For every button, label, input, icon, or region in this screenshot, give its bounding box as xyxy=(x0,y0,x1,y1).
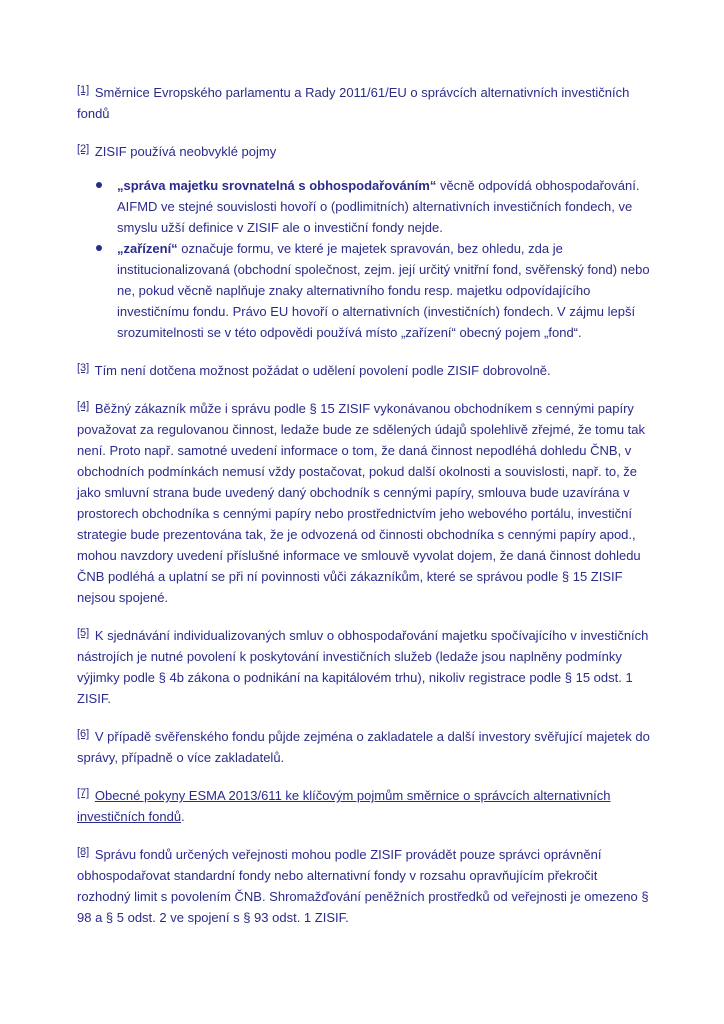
footnote-ref-2[interactable]: [2] xyxy=(77,143,90,155)
terms-list xyxy=(77,175,654,343)
footnote-punctuation: . xyxy=(181,809,185,824)
footnote-ref-5[interactable]: [5] xyxy=(77,627,90,639)
footnote-text: K sjednávání individualizovaných smluv o obhospodařování majetku spočívajícího v investičních nástrojích je nutné povolení k poskytování investičních služeb (ledaže jsou naplněny podmínky výjimky podle § 4b zákona o podnikání na kapitálovém trhu), nikoliv registrace podle § 15 odst. 1 ZISIF. xyxy=(77,628,649,706)
footnote-ref-4[interactable]: [4] xyxy=(77,400,90,412)
esma-guidelines-link[interactable]: Obecné pokyny ESMA 2013/611 ke klíčovým pojmům směrnice o správcích alternativních investičních fondů xyxy=(77,788,611,824)
term-description: označuje formu, ve které je majetek spravován, bez ohledu, zda je institucionalizovaná (obchodní společnost, zejm. její určitý vnitřní fond, svěřenský fond) nebo ne, pokud věcně naplňuje znaky alternativního fondu resp. majetku odpovídajícího investičnímu fondu. Právo EU hovoří o alternativních (investičních) fondech. V zájmu lepší srozumitelnosti se v této odpovědi používá místo „zařízení“ obecný pojem „fond“. xyxy=(117,241,650,340)
list-item xyxy=(117,238,654,343)
list-item xyxy=(117,175,654,238)
footnote-text: ZISIF používá neobvyklé pojmy xyxy=(94,144,277,159)
footnote-4 xyxy=(77,398,654,608)
term-description: věcně odpovídá obhospodařování. AIFMD ve stejné souvislosti hovoří o (podlimitních) alternativních investičních fondech, ve smyslu užší definice v ZISIF ale o investiční fondy nejde. xyxy=(117,178,640,235)
footnote-3 xyxy=(77,360,654,381)
footnote-text: Správu fondů určených veřejnosti mohou podle ZISIF provádět pouze správci oprávnění obhospodařovat standardní fondy nebo alternativní fondy v rozsahu opravňujícím překročit rozhodný limit s povolením ČNB. Shromažďování peněžních prostředků od veřejnosti je omezeno § 98 a § 5 odst. 2 ve spojení s § 93 odst. 1 ZISIF. xyxy=(77,847,649,925)
footnote-text: Směrnice Evropského parlamentu a Rady 2011/61/EU o správcích alternativních investičních fondů xyxy=(77,85,630,121)
footnote-2 xyxy=(77,141,654,162)
footnote-ref-6[interactable]: [6] xyxy=(77,728,90,740)
footnote-ref-8[interactable]: [8] xyxy=(77,846,90,858)
footnote-ref-1[interactable]: [1] xyxy=(77,84,90,96)
footnote-text: Tím není dotčena možnost požádat o udělení povolení podle ZISIF dobrovolně. xyxy=(94,363,551,378)
footnote-ref-3[interactable]: [3] xyxy=(77,362,90,374)
footnote-text: Běžný zákazník může i správu podle § 15 ZISIF vykonávanou obchodníkem s cennými papíry považovat za regulovanou činnost, ledaže bude ze sdělených údajů spolehlivě zřejmé, že tomu tak není. Proto např. samotné uvedení informace o tom, že daná činnost nepodléhá dohledu ČNB, v obchodních podmínkách nemusí vždy postačovat, pokud další okolnosti a souvislosti, např. to, že jako smluvní strana bude uvedený daný obchodník s cennými papíry, smlouva bude uzavírána v prostorech obchodníka s cennými papíry nebo prostřednictvím jeho webového portálu, investiční strategie bude prezentována tak, že je odvozená od činnosti obchodníka s cennými papíry apod., mohou navzdory uvedení příslušné informace ve smlouvě vyvolat dojem, že daná činnost dohledu ČNB podléhá a uplatní se při ní povinnosti vůči zákazníkům, které se správou podle § 15 ZISIF nejsou spojené. xyxy=(77,401,646,605)
footnote-8 xyxy=(77,844,654,928)
term-label: „zařízení“ xyxy=(117,241,178,256)
footnote-5 xyxy=(77,625,654,709)
footnote-text: V případě svěřenského fondu půjde zejména o zakladatele a další investory svěřující majetek do správy, případně o více zakladatelů. xyxy=(77,729,650,765)
footnote-ref-7[interactable]: [7] xyxy=(77,787,90,799)
footnote-7 xyxy=(77,785,654,827)
footnote-6 xyxy=(77,726,654,768)
term-label: „správa majetku srovnatelná s obhospodařováním“ xyxy=(117,178,437,193)
footnote-1 xyxy=(77,82,654,124)
